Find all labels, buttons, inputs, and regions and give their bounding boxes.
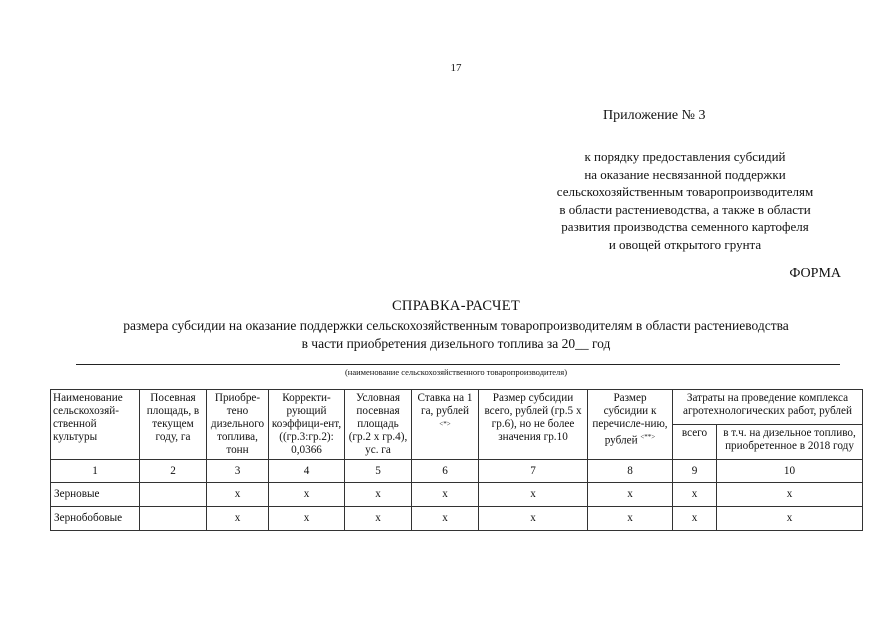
header-correction-coefficient: Корректи-рующий коэффици-ент, ((гр.3:гр.2): 0,0366 (269, 390, 345, 460)
document-subtitle-period: в части приобретения дизельного топлива за 20__ год (301, 336, 611, 351)
column-number: 5 (345, 460, 412, 483)
table-cell: х (673, 483, 717, 507)
producer-name-caption: (наименование сельскохозяйственного товаропроизводителя) (344, 367, 568, 377)
header-costs-total: всего (673, 425, 717, 460)
column-number: 1 (51, 460, 140, 483)
column-number: 3 (207, 460, 269, 483)
document-subtitle: размера субсидии на оказание поддержки сельскохозяйственным товаропроизводителям в области растениеводства (123, 318, 789, 333)
header-subsidy-transfer-text: Размер субсидии к перечисле-нию, рублей (592, 392, 668, 447)
crop-name-cell: Зерновые (51, 483, 140, 507)
header-sown-area: Посевная площадь, в текущем году, га (140, 390, 207, 460)
table-cell: х (269, 483, 345, 507)
table-row (51, 507, 863, 531)
appendix-reference (520, 148, 850, 253)
column-number: 6 (412, 460, 479, 483)
column-number: 10 (717, 460, 863, 483)
column-number: 8 (588, 460, 673, 483)
sown-area-cell[interactable] (140, 507, 207, 531)
crop-name-cell: Зернобобовые (51, 507, 140, 531)
column-number-row (51, 460, 863, 483)
header-conditional-area: Условная посевная площадь (гр.2 х гр.4), ус. га (345, 390, 412, 460)
column-number: 2 (140, 460, 207, 483)
table-cell: х (207, 507, 269, 531)
table-cell: х (345, 507, 412, 531)
table-cell: х (673, 507, 717, 531)
header-costs-diesel: в т.ч. на дизельное топливо, приобретенное в 2018 году (717, 425, 863, 460)
page-number: 17 (450, 62, 462, 74)
table-cell: х (717, 507, 863, 531)
header-rate-per-ha (412, 390, 479, 460)
appendix-line: развития производства семенного картофеля (561, 219, 809, 234)
table-cell: х (479, 507, 588, 531)
header-fuel-purchased: Приобре-тено дизельного топлива, тонн (207, 390, 269, 460)
appendix-line: на оказание несвязанной поддержки (584, 166, 786, 182)
column-number: 9 (673, 460, 717, 483)
header-rate-text: Ставка на 1 га, рублей (417, 392, 473, 417)
header-costs-group: Затраты на проведение комплекса агротехнологических работ, рублей (673, 390, 863, 425)
appendix-line: сельскохозяйственным товаропроизводителям (556, 184, 814, 199)
header-subsidy-transfer (588, 390, 673, 460)
table-cell: х (717, 483, 863, 507)
document-title: СПРАВКА-РАСЧЕТ (391, 298, 521, 314)
producer-name-line[interactable] (76, 364, 840, 365)
column-number: 7 (479, 460, 588, 483)
appendix-title: Приложение № 3 (603, 108, 706, 123)
appendix-line: к порядку предоставления субсидий (584, 149, 786, 164)
table-row (51, 483, 863, 507)
table-cell: х (479, 483, 588, 507)
table-cell: х (207, 483, 269, 507)
column-number: 4 (269, 460, 345, 483)
table-cell: х (412, 483, 479, 507)
appendix-line: и овощей открытого грунта (608, 236, 762, 252)
calculation-table (50, 389, 863, 531)
header-crop-name: Наименование сельскохозяй-ственной культуры (51, 390, 140, 460)
table-cell: х (588, 483, 673, 507)
appendix-line: в области растениеводства, а также в области (559, 201, 811, 217)
form-label: ФОРМА (789, 266, 841, 281)
table-cell: х (588, 507, 673, 531)
header-subsidy-total: Размер субсидии всего, рублей (гр.5 х гр.6), но не более значения гр.10 (479, 390, 588, 460)
table-cell: х (412, 507, 479, 531)
footnote-mark: <*> (439, 420, 451, 428)
table-cell: х (269, 507, 345, 531)
table-cell: х (345, 483, 412, 507)
header-row (51, 390, 863, 425)
footnote-mark: <**> (640, 433, 656, 441)
sown-area-cell[interactable] (140, 483, 207, 507)
